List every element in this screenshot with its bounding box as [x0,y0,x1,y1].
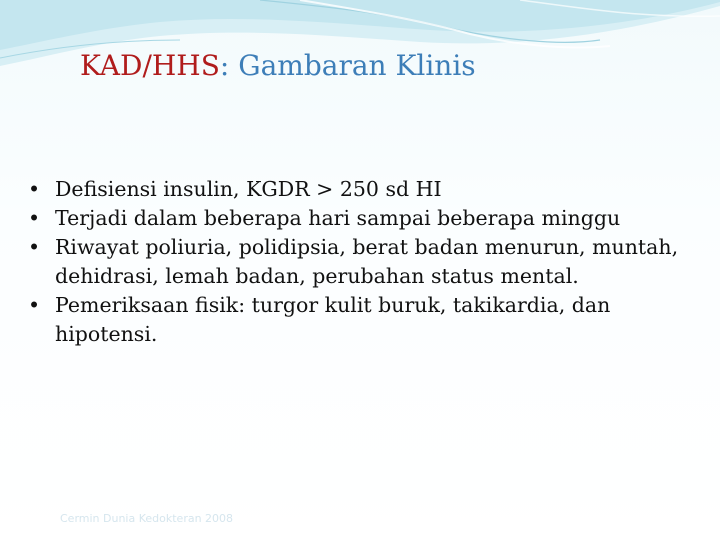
bullet-item [22,291,712,349]
bullet-item [22,204,712,233]
slide-title [80,48,476,84]
slide-title-acronym: KAD/HHS [80,49,220,82]
bullet-marker: • [28,293,41,317]
bullet-marker: • [28,235,41,259]
bullet-text: Pemeriksaan fisik: turgor kulit buruk, takikardia, dan hipotensi. [55,293,611,346]
bullet-text: Terjadi dalam beberapa hari sampai beberapa minggu [55,206,621,230]
bullet-marker: • [28,206,41,230]
bullet-text: Riwayat poliuria, polidipsia, berat badan menurun, muntah, dehidrasi, lemah badan, perubahan status mental. [55,235,679,288]
slide-footer: Cermin Dunia Kedokteran 2008 [60,512,234,525]
slide-title-subtitle: : Gambaran Klinis [219,49,476,82]
bullet-list [22,175,712,349]
bullet-marker: • [28,177,41,201]
bullet-item [22,175,712,204]
bullet-text: Defisiensi insulin, KGDR > 250 sd HI [55,177,442,201]
bullet-item [22,233,712,291]
